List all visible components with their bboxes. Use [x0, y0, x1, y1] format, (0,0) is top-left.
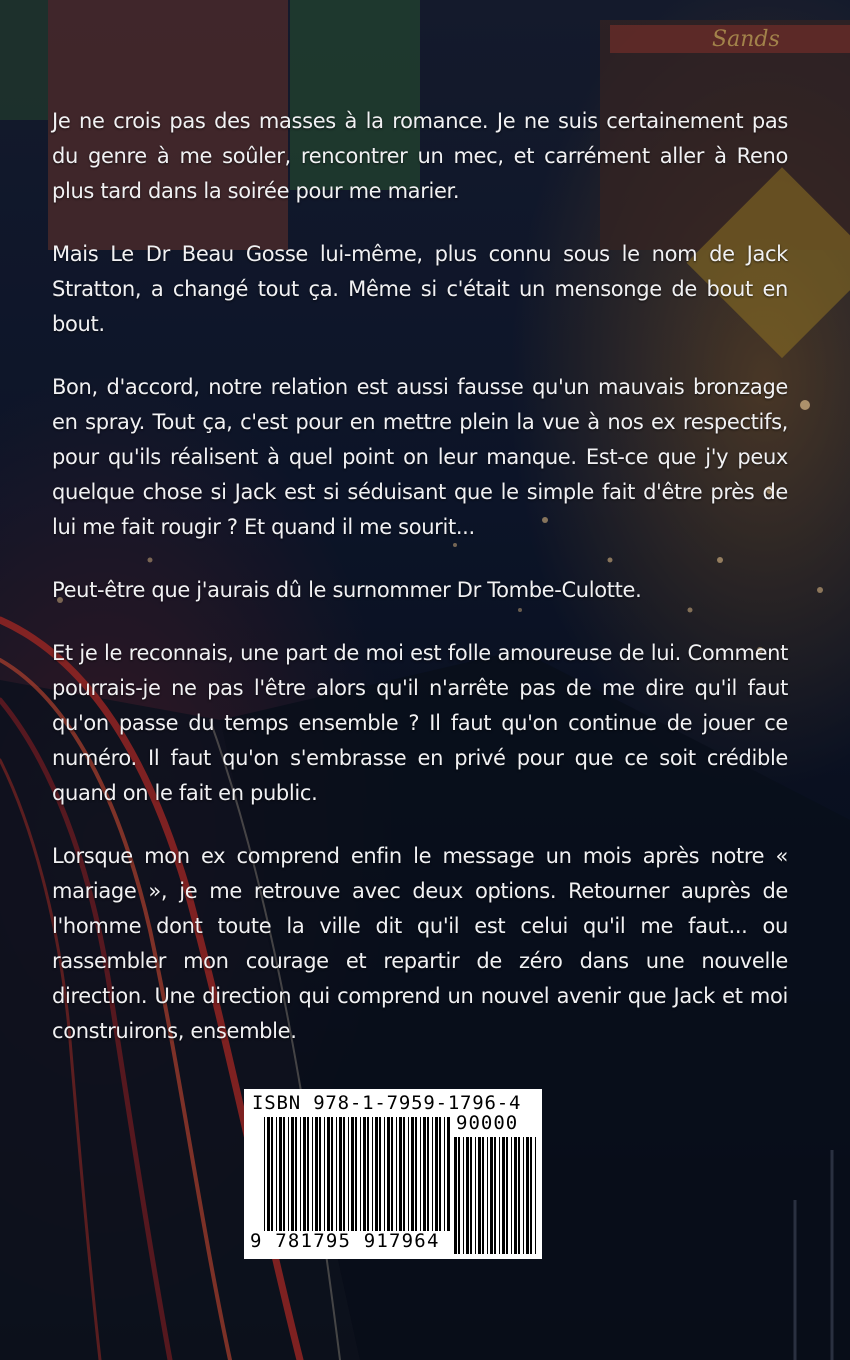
barcode-bar — [420, 1117, 421, 1231]
barcode-bar — [396, 1117, 397, 1231]
barcode-bar — [300, 1117, 301, 1231]
barcode-bar — [466, 1137, 469, 1254]
barcode-bar — [482, 1137, 484, 1254]
barcode-bar — [360, 1117, 361, 1231]
barcode-bar — [490, 1137, 493, 1254]
sands-sign: Sands — [712, 27, 780, 52]
blurb-paragraph-4: Peut-être que j'aurais dû le surnommer Dr Tombe-Culotte. — [52, 578, 642, 602]
barcode-bar — [399, 1117, 402, 1231]
barcode-bar — [514, 1137, 517, 1254]
isbn-barcode-box — [244, 1089, 542, 1259]
barcode-bar — [363, 1117, 366, 1231]
barcode-bar — [283, 1117, 285, 1231]
barcode-bar — [478, 1137, 481, 1254]
barcode-bar — [331, 1117, 333, 1231]
blurb-paragraph-2: Mais Le Dr Beau Gosse lui-même, plus connu sous le nom de Jack Stratton, a changé tout ça. Même si c'était un mensonge de bout en bout. — [52, 242, 788, 336]
barcode-bar — [339, 1117, 342, 1231]
barcode-bar — [327, 1117, 330, 1231]
barcode-bar — [279, 1117, 282, 1231]
barcode-bar — [518, 1137, 520, 1254]
blurb-paragraph-6: Lorsque mon ex comprend enfin le message un mois après notre « mariage », je me retrouve avec deux options. Retourner auprès de l'homme dont toute la ville dit qu'il est celui qu'il me faut... ou rassembler mon courage et repartir de zéro dans une nouvelle direction. Une direction qui comprend un nouvel avenir que Jack et moi construirons, ensemble. — [52, 844, 788, 1043]
barcode-bar — [494, 1137, 496, 1254]
barcode-bar — [463, 1137, 464, 1254]
barcode-bar — [291, 1117, 294, 1231]
barcode-bar — [444, 1117, 445, 1231]
barcode-bar — [295, 1117, 297, 1231]
barcode-bar — [411, 1117, 414, 1231]
barcode-bar — [303, 1117, 306, 1231]
barcode-bar — [470, 1137, 472, 1254]
isbn-label: ISBN 978-1-7959-1796-4 — [252, 1092, 522, 1114]
barcode-bar — [403, 1117, 405, 1231]
barcode-bar — [475, 1137, 476, 1254]
barcode-bar — [391, 1117, 393, 1231]
barcode-bar — [288, 1117, 289, 1231]
barcode-bar — [315, 1117, 318, 1231]
blurb-paragraph-1: Je ne crois pas des masses à la romance. Je ne suis certainement pas du genre à me soûler, rencontrer un mec, et carrément aller à Reno plus tard dans la soirée pour me marier. — [52, 109, 788, 203]
barcode-bar — [458, 1137, 460, 1254]
barcode-bar — [435, 1117, 438, 1231]
barcode-bar — [271, 1117, 273, 1231]
isbn-addon-price: 90000 — [456, 1112, 519, 1134]
barcode-bar — [526, 1137, 529, 1254]
barcode-bar — [523, 1137, 524, 1254]
barcode-bar — [454, 1137, 457, 1254]
barcode-bar — [387, 1117, 390, 1231]
barcode-bar — [427, 1117, 429, 1231]
barcode-bar — [264, 1117, 265, 1231]
barcode-bar — [379, 1117, 381, 1231]
barcode-bar — [312, 1117, 313, 1231]
barcode-bar — [336, 1117, 337, 1231]
barcode-bar — [499, 1137, 500, 1254]
barcode-bar — [372, 1117, 373, 1231]
barcode-bar — [530, 1137, 532, 1254]
barcode-bar — [267, 1117, 270, 1231]
barcode-bar — [351, 1117, 354, 1231]
barcode-bar — [415, 1117, 417, 1231]
barcode-bar — [506, 1137, 508, 1254]
barcode-bar — [408, 1117, 409, 1231]
barcode-bar — [355, 1117, 357, 1231]
barcode-bar — [348, 1117, 349, 1231]
barcode-bar — [447, 1117, 450, 1231]
barcode-bar — [343, 1117, 345, 1231]
barcode-bar — [324, 1117, 325, 1231]
barcode-bar — [307, 1117, 309, 1231]
barcode-bar — [375, 1117, 378, 1231]
barcode-bar — [502, 1137, 505, 1254]
barcode-bar — [535, 1137, 536, 1254]
barcode-bar — [384, 1117, 385, 1231]
barcode-bar — [319, 1117, 321, 1231]
barcode-bar — [423, 1117, 426, 1231]
barcode-bar — [487, 1137, 488, 1254]
back-cover-blurb — [52, 104, 788, 1077]
barcode-bar — [432, 1117, 433, 1231]
barcode-bar — [367, 1117, 369, 1231]
barcode-bar — [276, 1117, 277, 1231]
barcode-bar — [511, 1137, 512, 1254]
blurb-paragraph-3: Bon, d'accord, notre relation est aussi fausse qu'un mauvais bronzage en spray. Tout ça, c'est pour en mettre plein la vue à nos ex respectifs, pour qu'ils réalisent à quel point on leur manque. Est-ce que j'y peux quelque chose si Jack est si séduisant que le simple fait d'être près de lui me fait rougir ? Et quand il me sourit... — [52, 375, 788, 539]
barcode-bar — [439, 1117, 441, 1231]
barcode-digits: 9 781795 917964 — [250, 1230, 440, 1252]
blurb-paragraph-5: Et je le reconnais, une part de moi est folle amoureuse de lui. Comment pourrais-je ne pas l'être alors qu'il n'arrête pas de me dire qu'il faut qu'on passe du temps ensemble ? Il faut qu'on continue de jouer ce numéro. Il faut qu'on s'embrasse en privé pour que ce soit crédible quand on le fait en public. — [52, 641, 788, 805]
